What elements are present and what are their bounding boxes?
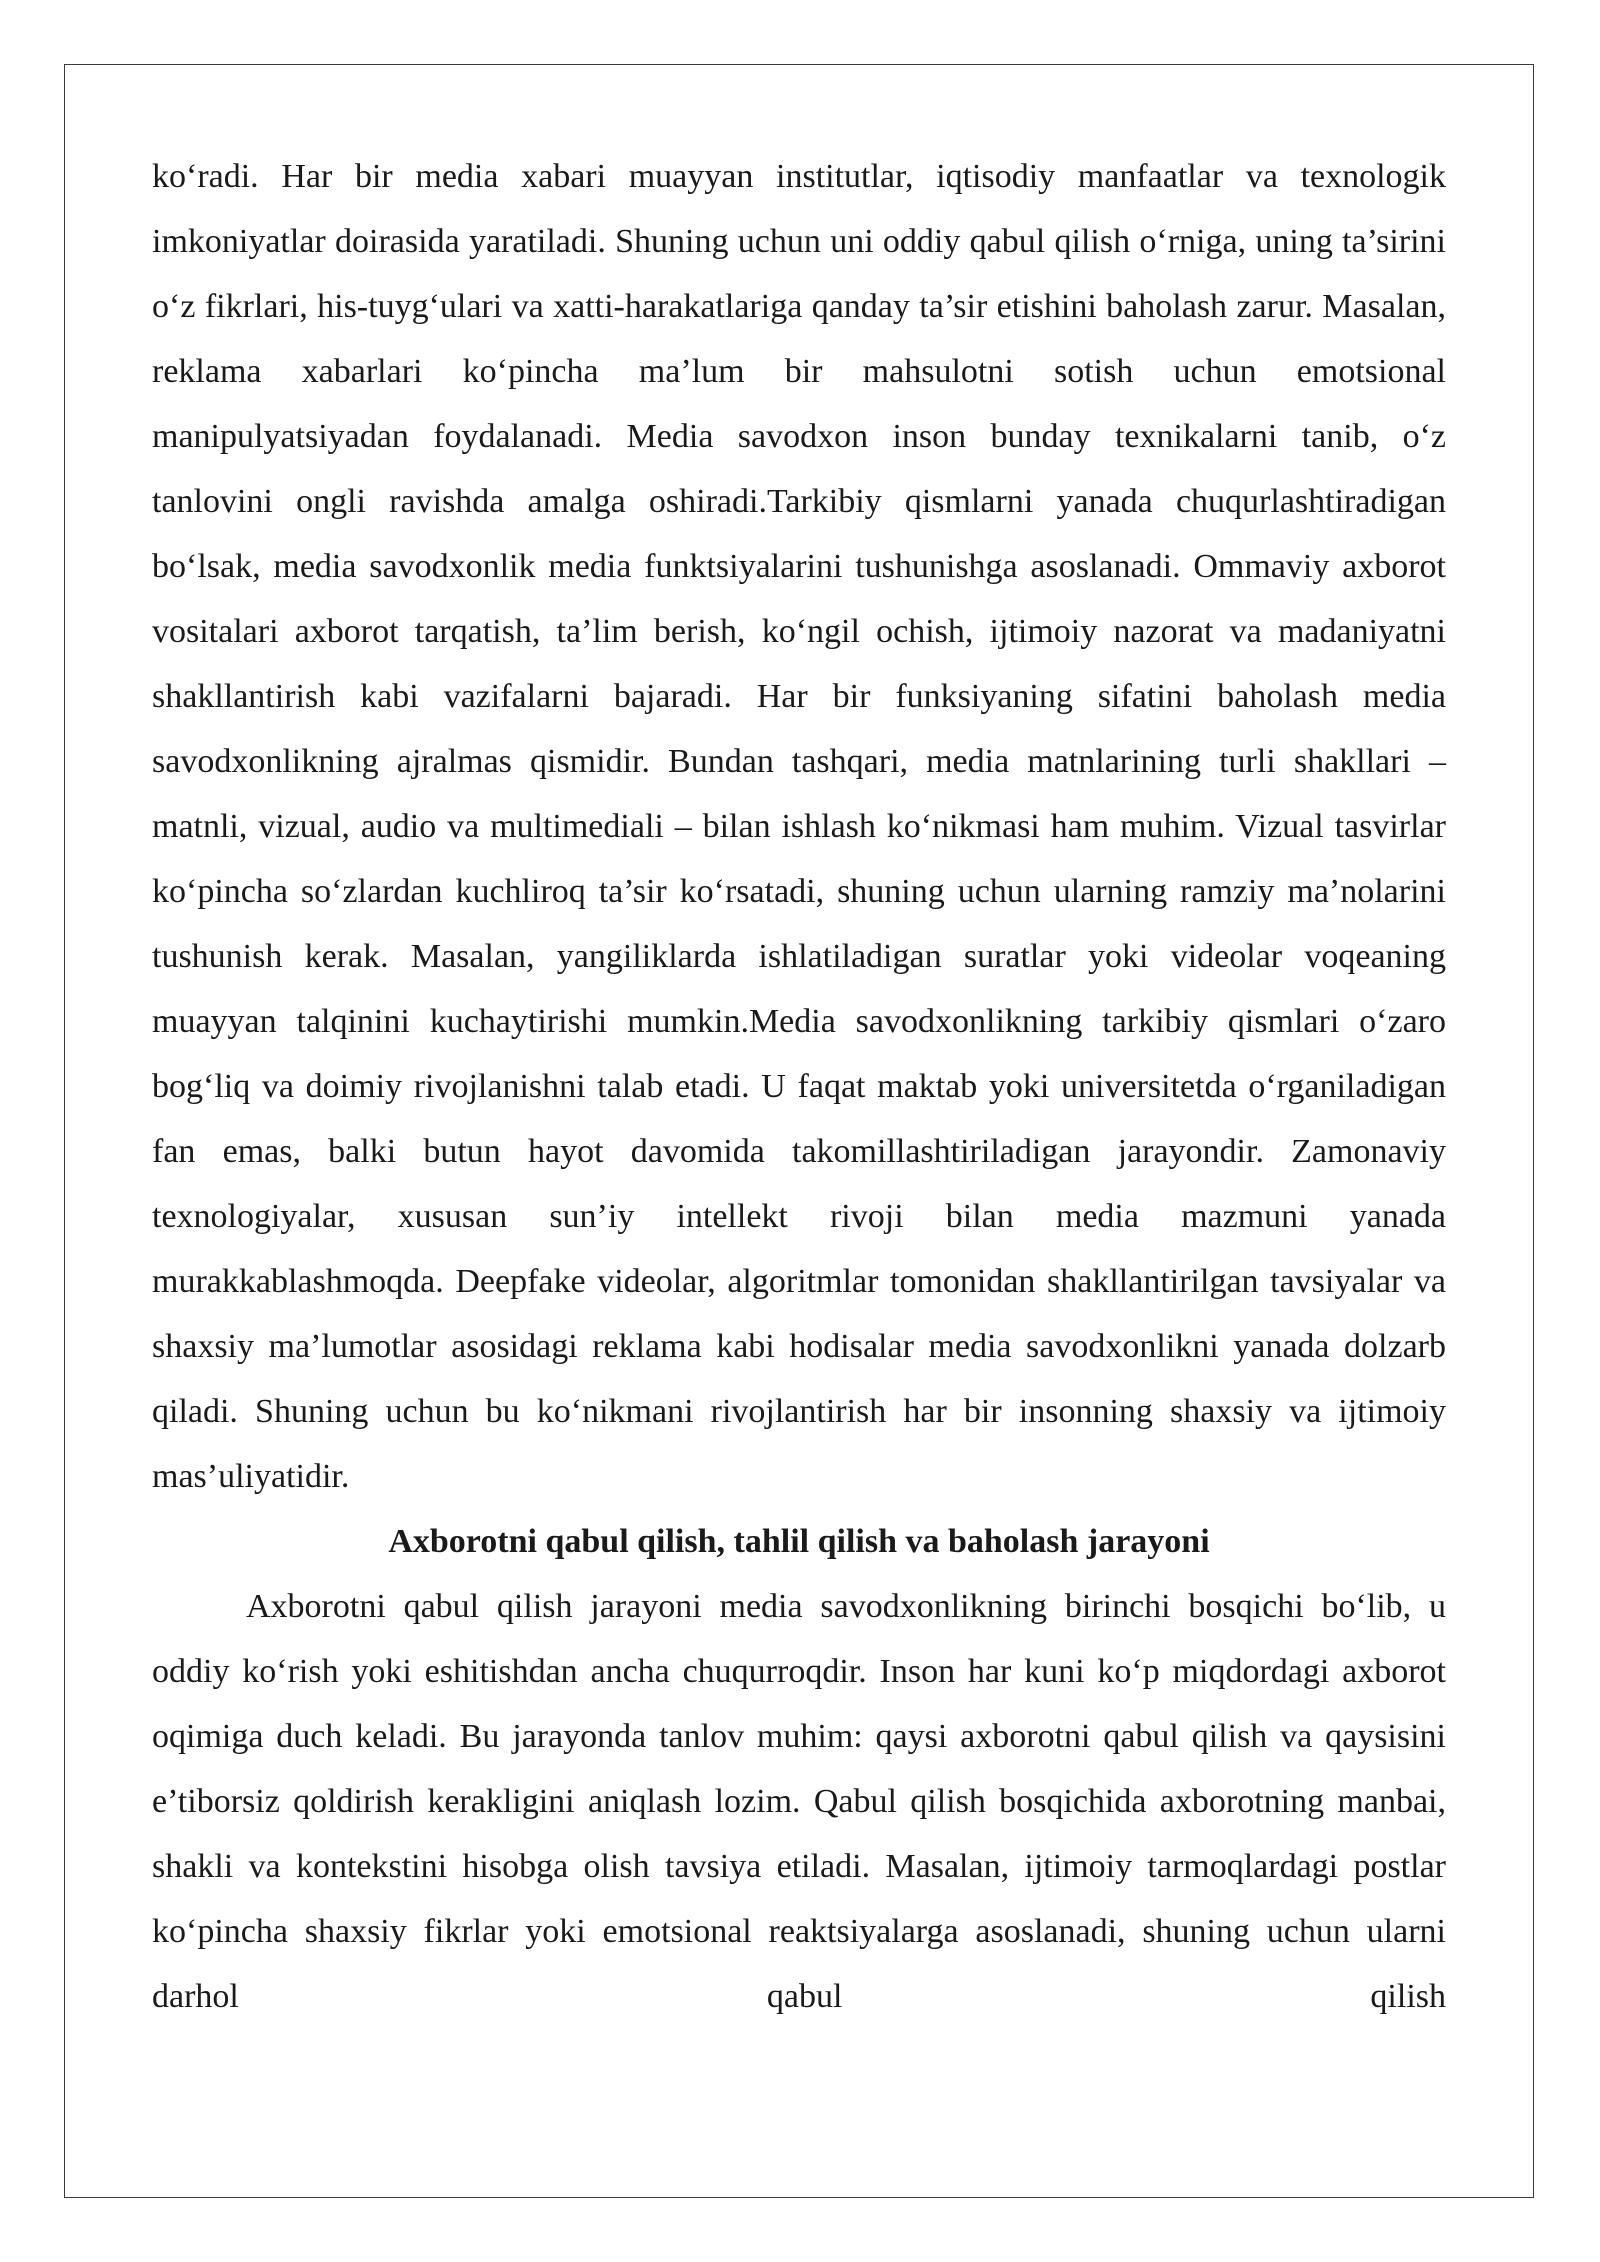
body-paragraph: Axborotni qabul qilish jarayoni media savodxonlikning birinchi bosqichi bo‘lib, u oddiy ko‘rish yoki eshitishdan ancha chuqurroqdir. Inson har kuni ko‘p miqdordagi axborot oqimiga duch keladi. Bu jarayonda tanlov muhim: qaysi axborotni qabul qilish va qaysisini e’tiborsiz qoldirish kerakligini aniqlash lozim. Qabul qilish bosqichida axborotning manbai, shakli va kontekstini hisobga olish tavsiya etiladi. Masalan, ijtimoiy tarmoqlardagi postlar ko‘pincha shaxsiy fikrlar yoki emotsional reaktsiyalarga asoslanadi, shuning uchun ularni darhol qabul qilish: [152, 1588, 1446, 2015]
section-heading: Axborotni qabul qilish, tahlil qilish va baholash jarayoni: [388, 1523, 1210, 1560]
body-paragraph-continued: ko‘radi. Har bir media xabari muayyan institutlar, iqtisodiy manfaatlar va texnologik imkoniyatlar doirasida yaratiladi. Shuning uchun uni oddiy qabul qilish o‘rniga, uning ta’sirini o‘z fikrlari, his-tuyg‘ulari va xatti-harakatlariga qanday ta’sir etishini baholash zarur. Masalan, reklama xabarlari ko‘pincha ma’lum bir mahsulotni sotish uchun emotsional manipulyatsiyadan foydalanadi. Media savodxon inson bunday texnikalarni tanib, o‘z tanlovini ongli ravishda amalga oshiradi.Tarkibiy qismlarni yanada chuqurlashtiradigan bo‘lsak, media savodxonlik media funktsiyalarini tushunishga asoslanadi. Ommaviy axborot vositalari axborot tarqatish, ta’lim berish, ko‘ngil ochish, ijtimoiy nazorat va madaniyatni shakllantirish kabi vazifalarni bajaradi. Har bir funksiyaning sifatini baholash media savodxonlikning ajralmas qismidir. Bundan tashqari, media matnlarining turli shakllari – matnli, vizual, audio va multimediali – bilan ishlash ko‘nikmasi ham muhim. Vizual tasvirlar ko‘pincha so‘zlardan kuchliroq ta’sir ko‘rsatadi, shuning uchun ularning ramziy ma’nolarini tushunish kerak. Masalan, yangiliklarda ishlatiladigan suratlar yoki videolar voqeaning muayyan talqinini kuchaytirishi mumkin.Media savodxonlikning tarkibiy qismlari o‘zaro bog‘liq va doimiy rivojlanishni talab etadi. U faqat maktab yoki universitetda o‘rganiladigan fan emas, balki butun hayot davomida takomillashtiriladigan jarayondir. Zamonaviy texnologiyalar, xususan sun’iy intellekt rivoji bilan media mazmuni yanada murakkablashmoqda. Deepfake videolar, algoritmlar tomonidan shakllantirilgan tavsiyalar va shaxsiy ma’lumotlar asosidagi reklama kabi hodisalar media savodxonlikni yanada dolzarb qiladi. Shuning uchun bu ko‘nikmani rivojlantirish har bir insonning shaxsiy va ijtimoiy mas’uliyatidir.: [152, 158, 1446, 1495]
document-body: [152, 144, 1446, 2029]
